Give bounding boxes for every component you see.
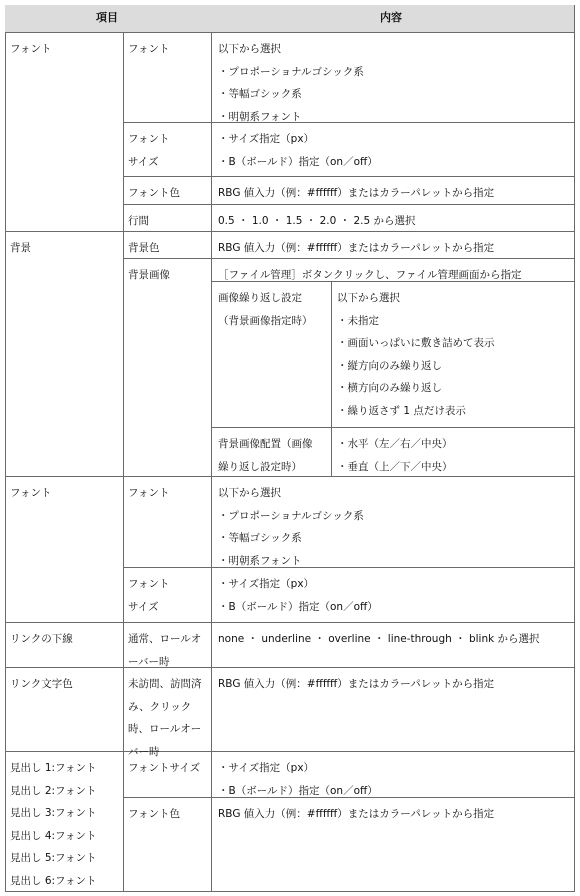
nested-content: 以下から選択 <box>337 292 400 304</box>
subrow-label: 未訪問、訪問済 <box>128 678 202 690</box>
category-label: リンクの下線 <box>10 633 73 645</box>
subrow-label: バー時 <box>128 745 160 758</box>
subrow-label: フォント <box>128 487 170 499</box>
category-label: 見出し 6:フォント <box>10 874 97 887</box>
subrow-label: フォント色 <box>128 808 180 820</box>
category-divider <box>123 622 124 668</box>
subrow-content: ・サイズ指定（px） <box>218 762 315 774</box>
subrow-content: RBG 値入力（例：#ffffff）またはカラーパレットから指定 <box>218 808 495 820</box>
nested-content: ・縦方向のみ繰り返し <box>337 359 442 372</box>
subrow-label: 背景画像 <box>128 269 170 281</box>
category-label: 見出し 5:フォント <box>10 852 97 864</box>
subrow-label: フォント <box>128 578 170 590</box>
subrow-label: フォント <box>128 133 170 145</box>
nested-content: ・水平（左／右／中央） <box>337 438 453 450</box>
subrow-label: み、クリック <box>128 700 192 713</box>
subrow-label: フォント色 <box>128 187 180 199</box>
label-divider <box>211 751 212 892</box>
category-label: 見出し 2:フォント <box>10 784 97 797</box>
subrow-label: フォントサイズ <box>128 762 201 774</box>
label-divider <box>211 231 212 477</box>
subrow-border <box>123 176 575 177</box>
subrow-label: 行間 <box>128 215 149 227</box>
nested-content: ・横方向のみ繰り返し <box>337 382 442 394</box>
category-divider <box>123 231 124 477</box>
subrow-content: ・サイズ指定（px） <box>218 133 315 145</box>
subrow-content: RBG 値入力（例：#ffffff）またはカラーパレットから指定 <box>218 187 495 199</box>
subrow-label: ーバー時 <box>128 655 170 668</box>
category-label: リンク文字色 <box>10 678 73 690</box>
nested-divider <box>331 281 332 428</box>
nested-label: （背景画像指定時） <box>218 314 313 327</box>
subrow-content: ・明朝系フォント <box>218 554 302 567</box>
subrow-content: ・明朝系フォント <box>218 110 302 123</box>
category-label: 見出し 4:フォント <box>10 829 97 842</box>
header-item-label: 項目 <box>96 11 118 24</box>
subrow-content: ・等幅ゴシック系 <box>218 532 302 544</box>
label-divider <box>211 667 212 752</box>
category-label: 見出し 3:フォント <box>10 807 97 819</box>
subrow-label: 通常、ロールオ <box>128 633 202 645</box>
nested-label: 画像繰り返し設定 <box>218 292 302 304</box>
subrow-label: 背景色 <box>128 242 160 254</box>
subrow-content: 以下から選択 <box>218 43 281 55</box>
subrow-border <box>123 567 575 568</box>
row-border <box>5 476 575 477</box>
category-divider <box>123 32 124 232</box>
label-divider <box>211 476 212 623</box>
category-label: 背景 <box>10 242 31 254</box>
subrow-content: ・B（ボールド）指定（on／off） <box>218 600 378 613</box>
row-border <box>5 231 575 232</box>
row-border <box>5 751 575 752</box>
category-divider <box>123 476 124 623</box>
header-content-label: 内容 <box>380 11 402 24</box>
subrow-border <box>123 204 575 205</box>
subrow-content: 以下から選択 <box>218 487 281 499</box>
subrow-label: 時、ロールオー <box>128 723 202 735</box>
nested-content: ・未指定 <box>337 314 379 327</box>
nested-content: ・繰り返さず 1 点だけ表示 <box>337 404 466 417</box>
header-bottom-border <box>5 32 575 33</box>
subrow-content: ・等幅ゴシック系 <box>218 88 302 100</box>
subrow-content: ・B（ボールド）指定（on／off） <box>218 155 378 168</box>
subrow-content: ・プロポーショナルゴシック系 <box>218 65 364 78</box>
category-label: 見出し 1:フォント <box>10 762 97 774</box>
subrow-label: サイズ <box>128 155 159 168</box>
subrow-content: ・プロポーショナルゴシック系 <box>218 509 364 522</box>
subrow-border <box>123 122 575 123</box>
category-divider <box>123 667 124 752</box>
category-label: フォント <box>10 487 52 499</box>
label-divider <box>211 32 212 232</box>
nested-content: ・垂直（上／下／中央） <box>337 460 453 473</box>
label-divider <box>211 622 212 668</box>
row-border <box>5 667 575 668</box>
nested-divider <box>331 427 332 477</box>
nested-content: ・画面いっぱいに敷き詰めて表示 <box>337 337 495 349</box>
table-right-border <box>574 5 575 892</box>
subrow-content: RBG 値入力（例：#ffffff）またはカラーパレットから指定 <box>218 678 495 690</box>
category-divider <box>123 751 124 892</box>
subrow-label: サイズ <box>128 600 159 613</box>
nested-label: 背景画像配置（画像 <box>218 438 313 450</box>
subrow-border <box>123 258 575 259</box>
subrow-content: none ・ underline ・ overline ・ line-through ・ blink から選択 <box>218 633 540 645</box>
subrow-content: 0.5 ・ 1.0 ・ 1.5 ・ 2.0 ・ 2.5 から選択 <box>218 215 416 227</box>
subrow-content: ・サイズ指定（px） <box>218 578 315 590</box>
nested-label: 繰り返し設定時） <box>218 460 302 473</box>
table-left-border <box>5 5 6 892</box>
row-border <box>5 622 575 623</box>
nested-border <box>211 427 575 428</box>
subrow-content: RBG 値入力（例：#ffffff）またはカラーパレットから指定 <box>218 242 495 254</box>
subrow-content: ［ファイル管理］ボタンクリックし、ファイル管理画面から指定 <box>218 269 522 281</box>
category-label: フォント <box>10 43 52 55</box>
subrow-content: ・B（ボールド）指定（on／off） <box>218 784 378 797</box>
row-border <box>5 891 575 892</box>
subrow-label: フォント <box>128 43 170 55</box>
